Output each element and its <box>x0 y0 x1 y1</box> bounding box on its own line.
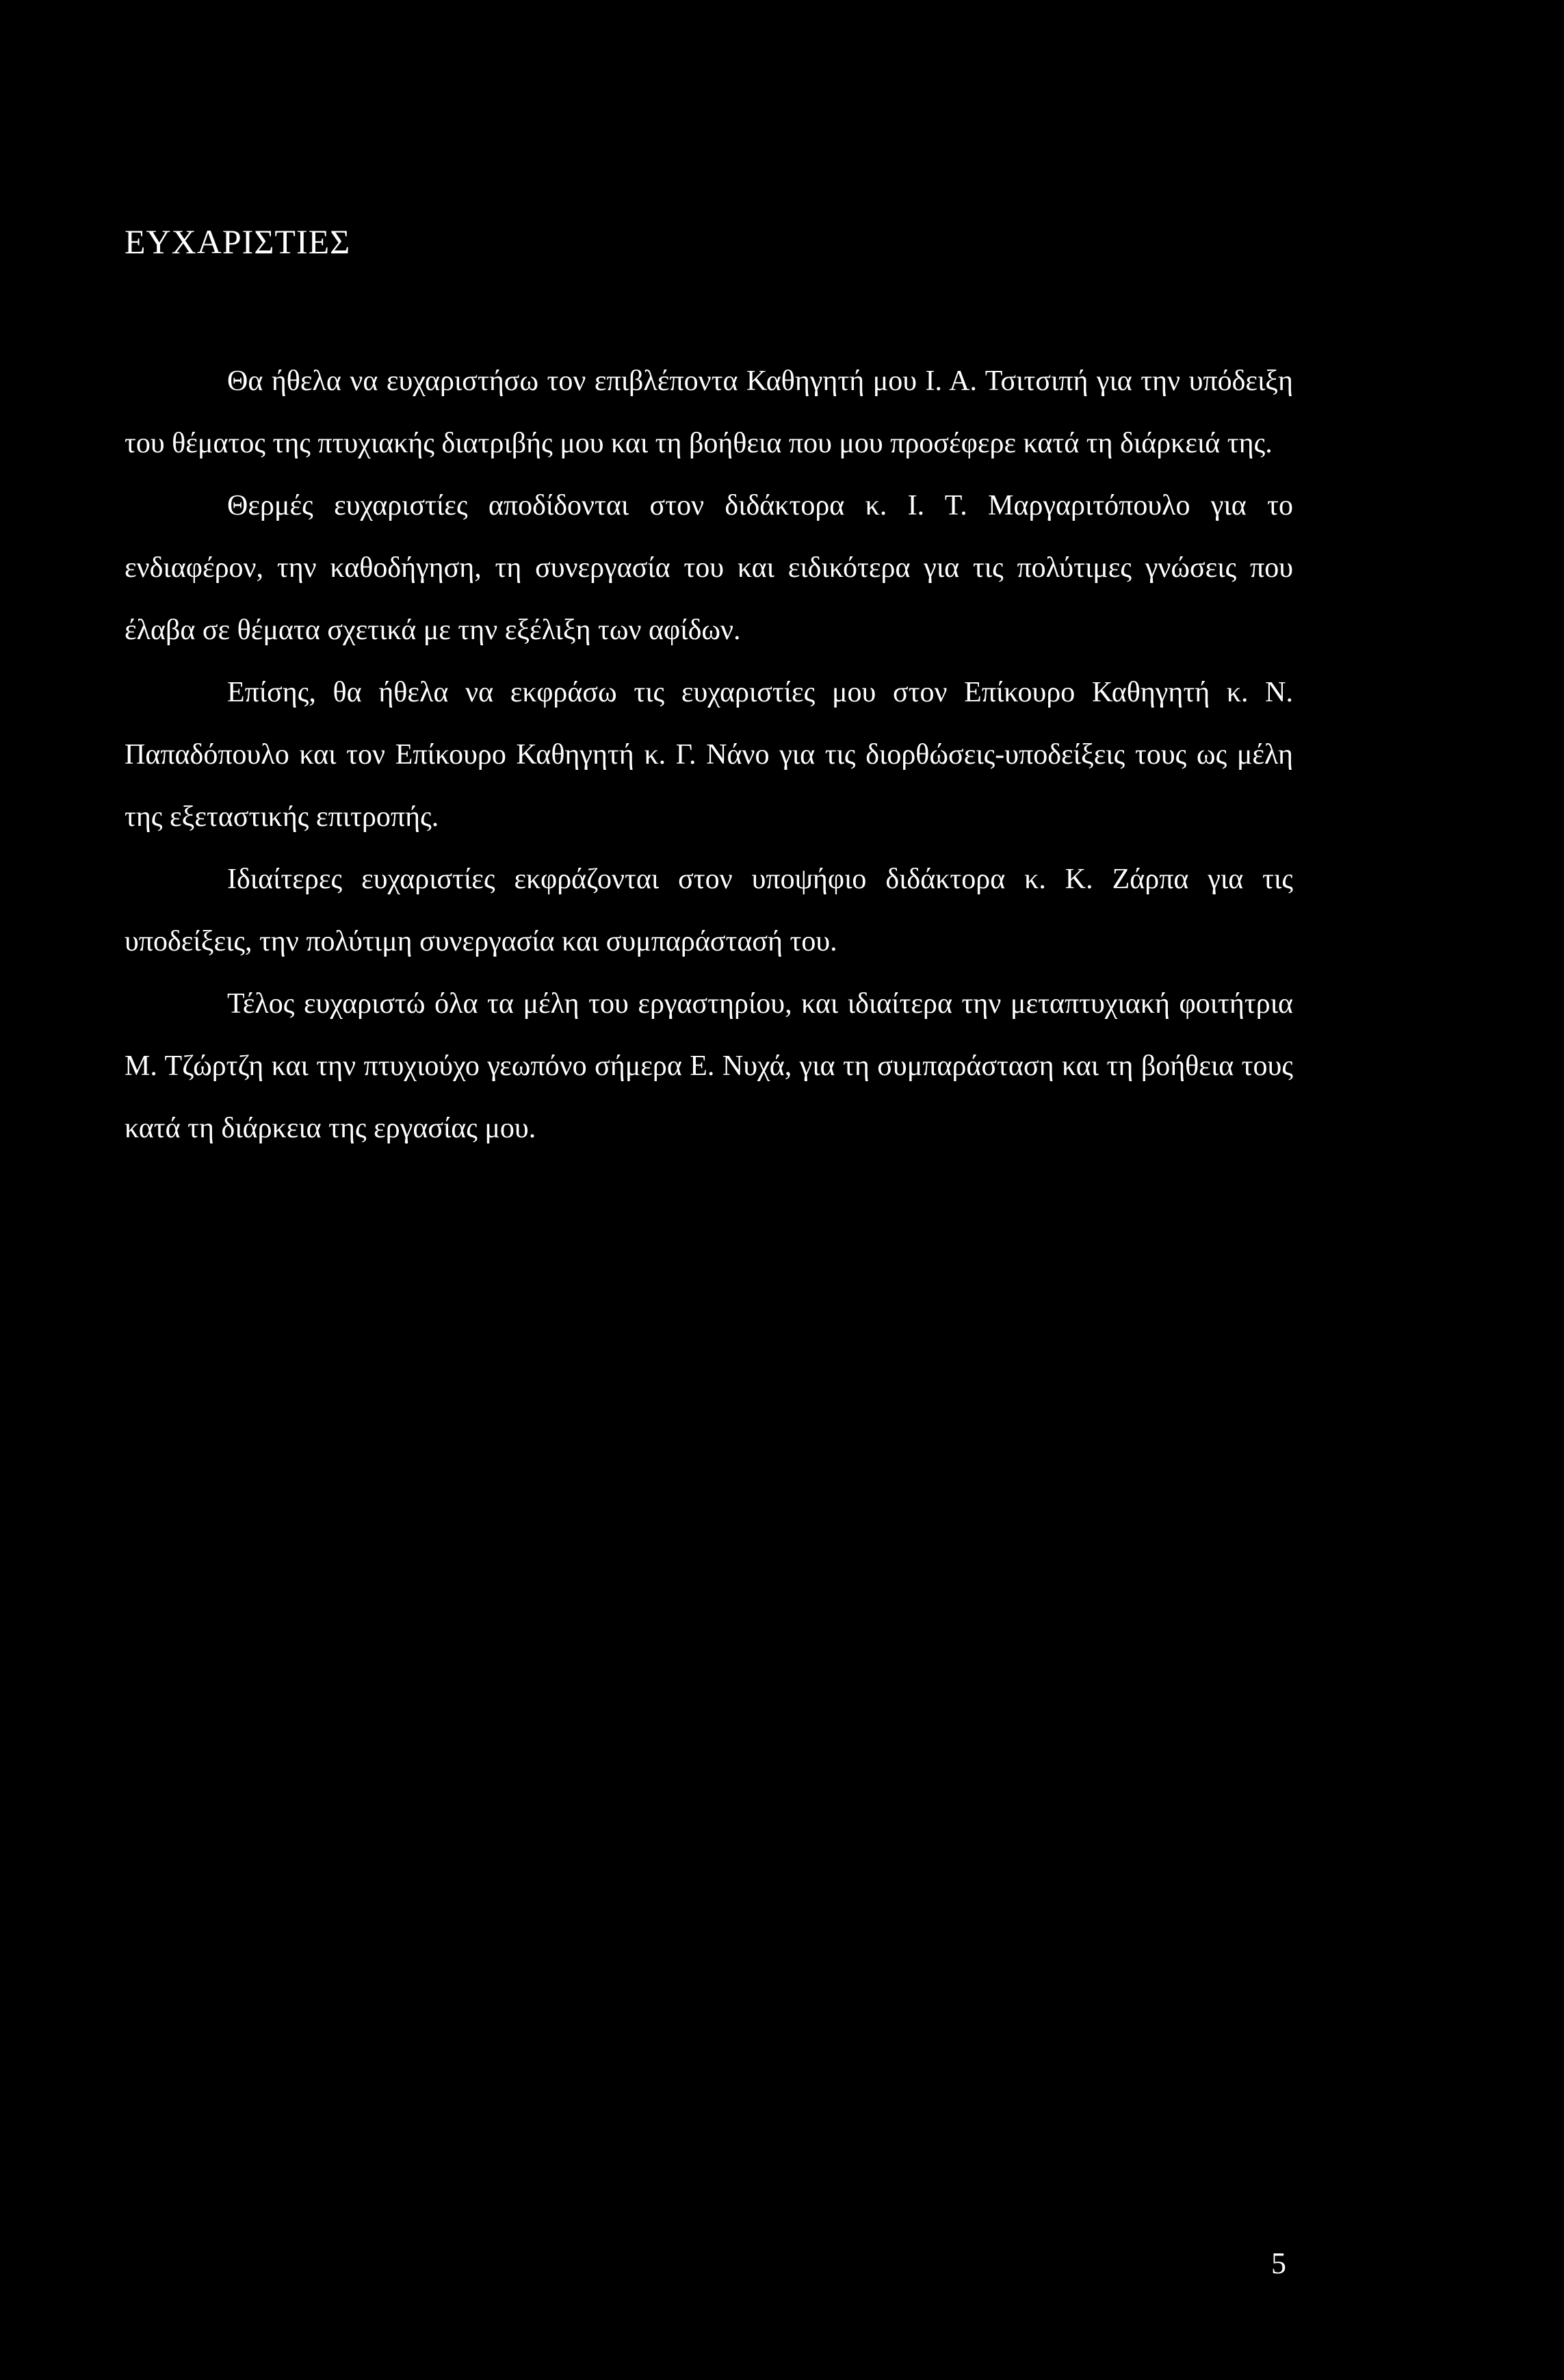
acknowledgements-body <box>125 350 1293 1160</box>
paragraph-lab-members: Τέλος ευχαριστώ όλα τα μέλη του εργαστηρίου, και ιδιαίτερα την μεταπτυχιακή φοιτήτρια Μ. Τζώρτζη και την πτυχιούχο γεωπόνο σήμερα Ε. Νυχά, για τη συμπαράσταση και τη βοήθεια τους κατά τη διάρκεια της εργασίας μου. <box>125 988 1293 1144</box>
paragraph-candidate: Ιδιαίτερες ευχαριστίες εκφράζονται στον υποψήφιο διδάκτορα κ. Κ. Ζάρπα για τις υποδείξεις, την πολύτιμη συνεργασία και συμπαράστασή του. <box>125 864 1293 957</box>
paragraph-committee: Επίσης, θα ήθελα να εκφράσω τις ευχαριστίες μου στον Επίκουρο Καθηγητή κ. Ν. Παπαδόπουλο και τον Επίκουρο Καθηγητή κ. Γ. Νάνο για τις διορθώσεις-υποδείξεις τους ως μέλη της εξεταστικής επιτροπής. <box>125 677 1293 833</box>
page-number: 5 <box>1271 2247 1286 2280</box>
paragraph-doctor: Θερμές ευχαριστίες αποδίδονται στον διδάκτορα κ. Ι. Τ. Μαργαριτόπουλο για το ενδιαφέρον, την καθοδήγηση, τη συνεργασία του και ειδικότερα για τις πολύτιμες γνώσεις που έλαβα σε θέματα σχετικά με την εξέλιξη των αφίδων. <box>125 490 1293 646</box>
page-title: ΕΥΧΑΡΙΣΤΙΕΣ <box>125 222 351 261</box>
paragraph-supervisor: Θα ήθελα να ευχαριστήσω τον επιβλέποντα Καθηγητή μου Ι. Α. Τσιτσιπή για την υπόδειξη του θέματος της πτυχιακής διατριβής μου και τη βοήθεια που μου προσέφερε κατά τη διάρκειά της. <box>125 365 1293 459</box>
